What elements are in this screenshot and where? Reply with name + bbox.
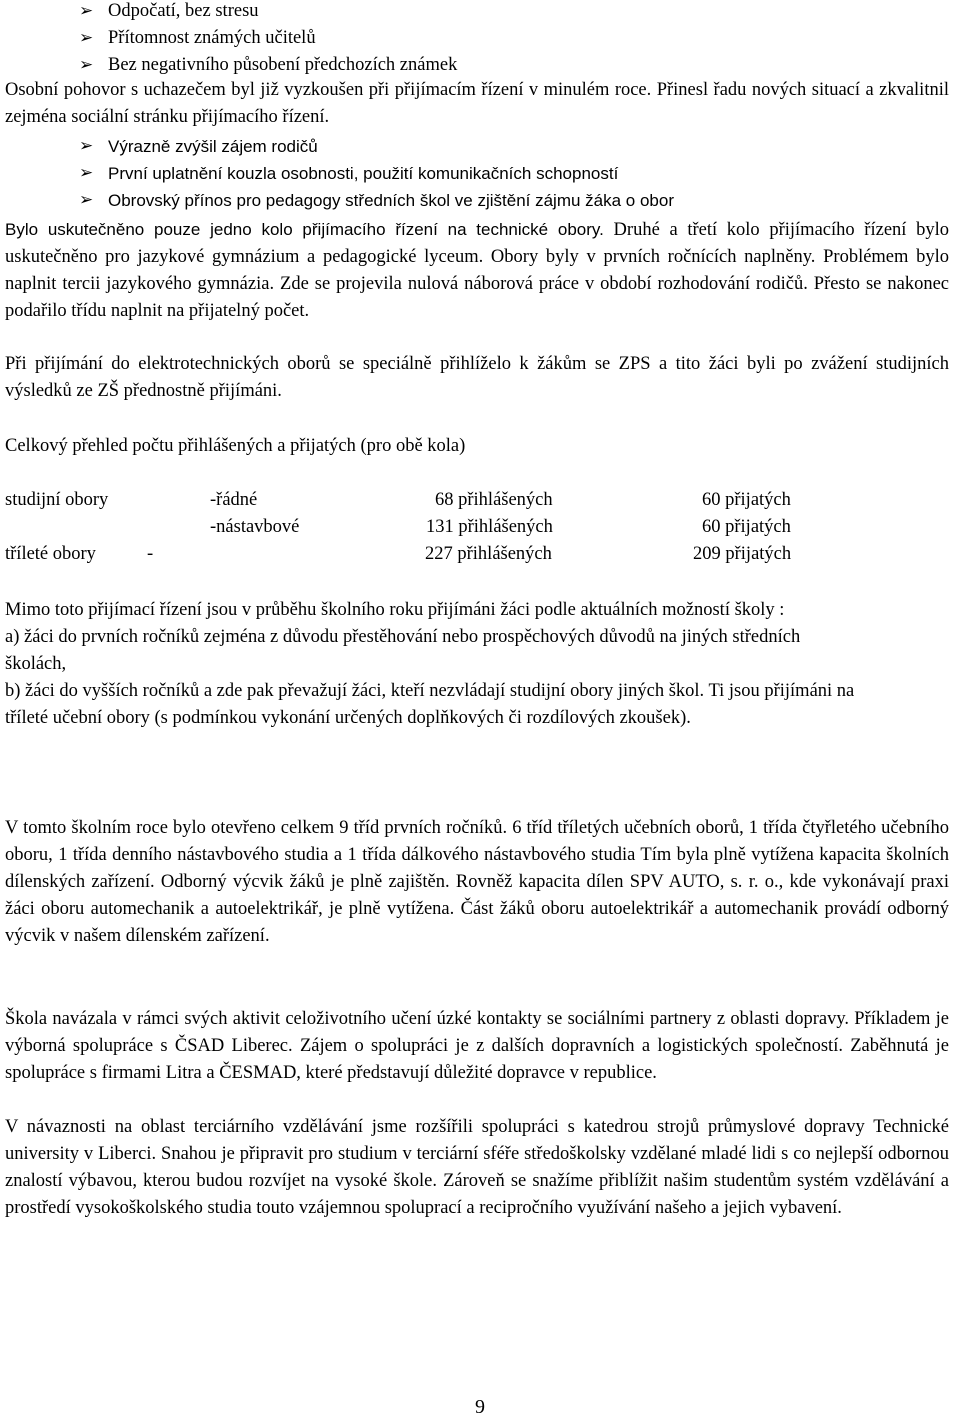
table-cell-type: -řádné: [210, 490, 258, 510]
interview-paragraph: Osobní pohovor s uchazečem byl již vyzkoušen při přijímacím řízení v minulém roce. Přinesl řadu nových situací a zkvalitnil zejména sociální stránku přijímacího řízení.: [5, 80, 949, 127]
partners-paragraph: Škola navázala v rámci svých aktivit celoživotního učení úzké kontakty se sociálními partnery z oblasti dopravy. Příkladem je výborná spolupráce s ČSAD Liberec. Zájem o spolupráci je z dalších dopravních a logistických společností. Zaběhnutá je spolupráce s firmami Litra a ČESMAD, které představují důležité dopravce v republice.: [5, 1009, 949, 1083]
page-number: 9: [475, 1396, 485, 1418]
table-cell-category: studijní obory: [5, 490, 109, 510]
bullet-list-mid: [5, 133, 949, 214]
table-cell-accepted: 60 přijatých: [702, 490, 791, 510]
bullet-item: ➢ Bez negativního působení předchozích známek: [5, 52, 949, 79]
list-item: a) žáci do prvních ročníků zejména z důvodu přestěhování nebo prospěchových důvodů na jiných středních školách,: [5, 627, 801, 674]
university-paragraph: V návaznosti na oblast terciárního vzdělávání jsme rozšířili spolupráci s katedrou strojů průmyslové dopravy Technické university v Liberci. Snahou je připravit pro studium v terciární sféře středoškolsky vzdělané mladé lidi s co nejlepší odbornou znalostí výbavou, kterou budou rozvíjet na vysoké škole. Zároveň se snažíme přiblížit našim studentům systém vzdělávání a prostředí vysokoškolského studia touto vzájemnou spoluprací a recipročního využívání našeho a jejich vybavení.: [5, 1117, 949, 1218]
bullet-item: ➢ Obrovský přínos pro pedagogy středních škol ve zjištění zájmu žáka o obor: [5, 187, 949, 214]
table-cell-applied: 131 přihlášených: [426, 517, 553, 537]
bullet-item: ➢ Odpočatí, bez stresu: [5, 0, 949, 25]
table-cell-type: -nástavbové: [210, 517, 300, 537]
table-cell-type: -: [147, 544, 154, 564]
table-cell-category: tříleté obory: [5, 544, 96, 564]
rounds-paragraph: [5, 216, 949, 325]
table-cell-applied: 68 přihlášených: [435, 490, 553, 510]
table-cell-accepted: 209 přijatých: [693, 544, 792, 564]
table-cell-accepted: 60 přijatých: [702, 517, 791, 537]
admissions-table: [5, 487, 945, 568]
bullet-item: ➢ Výrazně zvýšil zájem rodičů: [5, 133, 949, 160]
extra-admissions: Mimo toto přijímací řízení jsou v průběhu školního roku přijímáni žáci podle aktuálních možností školy : a) žáci do prvních ročníků zejména z důvodu přestěhování nebo prospěchových důvodů na jiných středních školách, b) žáci do vyšších ročníků a zde pak převažují žáci, kteří nezvládají studijní obory jiných škol. Ti jsou přijímáni na tříleté učební obory (s podmínkou vykonání určených doplňkových či rozdílových zkoušek).: [5, 597, 865, 732]
overview-title: Celkový přehled počtu přihlášených a přijatých (pro obě kola): [5, 436, 466, 456]
rounds-serif-text: Druhé a třetí kolo přijímacího řízení bylo uskutečněno pro jazykové gymnázium a pedagogické lyceum. Obory byly v prvních ročnících naplněny. Problémem bylo naplnit tercii jazykového gymnázia. Zde se projevila nulová náborová práce v období rozhodování rodičů. Přesto se nakonec podařilo třídu naplnit na přijatelný počet.: [5, 220, 949, 321]
bullet-item: ➢ Přítomnost známých učitelů: [5, 25, 949, 52]
classes-paragraph: V tomto školním roce bylo otevřeno celkem 9 tříd prvních ročníků. 6 tříd tříletých učebních oborů, 1 třída čtyřletého učebního oboru, 1 třída denního nástavbového studia a 1 třída dálkového nástavbového studia Tím byla plně vytížena kapacita školních dílenských zařízení. Odborný výcvik žáků je plně zajištěn. Rovněž kapacita dílen SPV AUTO, s. r. o., kde vykonávají praxi žáci oboru automechanik a autoelektrikář, je plně vytížena. Část žáků oboru autoelektrikář a automechanik provádí odborný výcvik v našem dílenském zařízení.: [5, 818, 949, 946]
table-cell-applied: 227 přihlášených: [425, 544, 552, 564]
rounds-sans-text: Bylo uskutečněno pouze jedno kolo přijímacího řízení na technické obory.: [5, 220, 604, 239]
list-item: b) žáci do vyšších ročníků a zde pak převažují žáci, kteří nezvládají studijní obory jiných škol. Ti jsou přijímáni na tříleté učební obory (s podmínkou vykonání určených doplňkových či rozdílových zkoušek).: [5, 681, 855, 728]
zps-paragraph: Při přijímání do elektrotechnických oborů se speciálně přihlíželo k žákům se ZPS a tito žáci byli po zvážení studijních výsledků ze ZŠ přednostně přijímáni.: [5, 354, 949, 401]
bullet-list-top: [5, 0, 949, 79]
bullet-item: ➢ První uplatnění kouzla osobnosti, použití komunikačních schopností: [5, 160, 949, 187]
